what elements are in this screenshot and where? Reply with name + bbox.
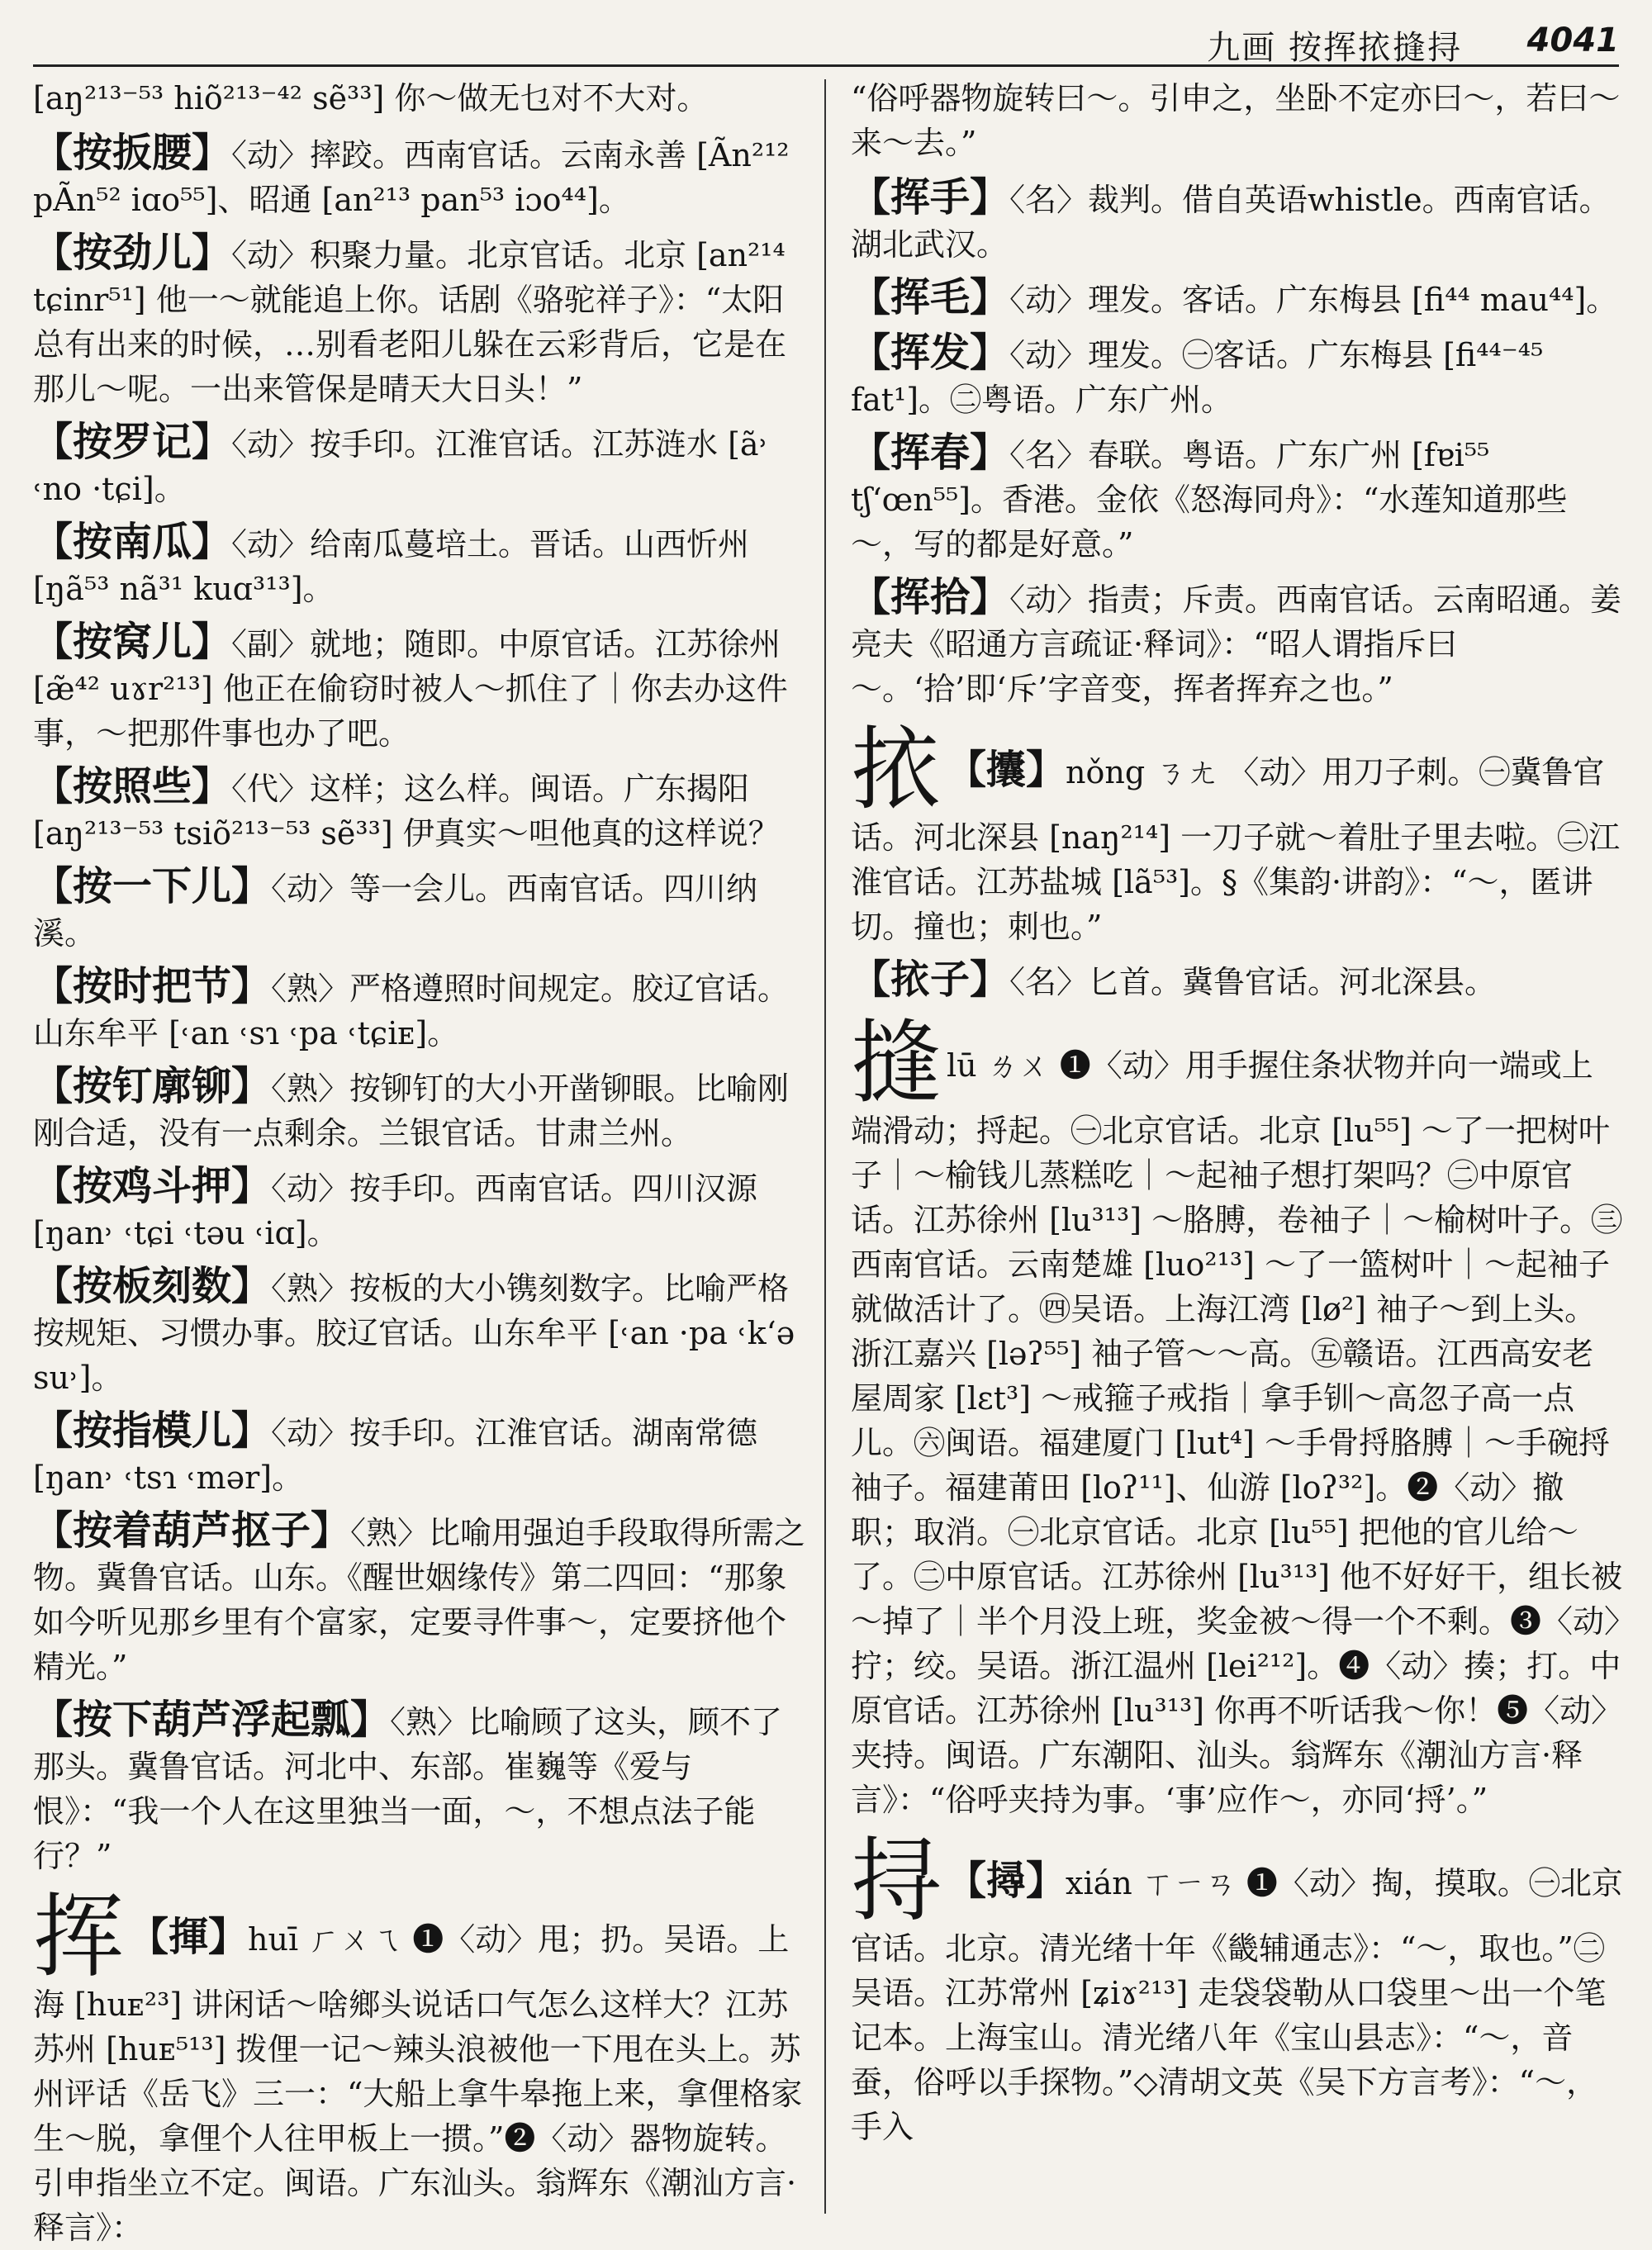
dictionary-entry	[33, 520, 809, 611]
entry-definition: 〈动〉等一会儿。西南官话。四川纳溪。	[33, 871, 758, 952]
entry-headword: 【按时把节】	[33, 963, 272, 1009]
dictionary-entry	[851, 275, 1623, 322]
dictionary-entry	[851, 175, 1623, 267]
dictionary-entry	[851, 957, 1623, 1004]
entry-definition: 〈熟〉按铆钉的大小开凿铆眼。比喻刚刚合适，没有一点剩余。兰银官话。甘肃兰州。	[33, 1070, 790, 1151]
dictionary-entry	[33, 864, 809, 956]
entry-headword: 【按南瓜】	[33, 519, 232, 565]
entry-definition: 〈熟〉比喻顾了这头，顾不了那头。冀鲁官话。河北中、东部。崔巍等《爱与恨》：“我一个人在这里独当一面，～，不想点法子能行？”	[33, 1704, 783, 1874]
dictionary-entry	[33, 1164, 809, 1256]
entry-definition: 〈动〉摔跤。西南官话。云南永善 [Ãn²¹² pÃn⁵² iɑo⁵⁵]、昭通 [an²¹³ pan⁵³ iɔo⁴⁴]。	[33, 137, 790, 218]
entry-definition: 〈动〉按手印。江淮官话。湖南常德 [ŋan˒ ˓tsɿ ˓mər]。	[33, 1415, 758, 1496]
entry-headword: 【按下葫芦浮起瓢】	[33, 1697, 391, 1743]
entry-headword: 【撏】	[947, 1858, 1066, 1904]
entry-headword: 【挥拾】	[851, 574, 1010, 620]
entry-definition: xián ㄒㄧㄢ ❶〈动〉掏，摸取。㊀北京官话。北京。清光绪十年《畿辅通志》：“～，取也。”㊁吴语。江苏常州 [ʑiɤ²¹³] 走袋袋勒从口袋里～出一个笔记本。上海宝山。清光绪八年《宝山县志》：“～，音蚕，俗呼以手探物。”◇清胡文英《吴下方言考》：“～，手入	[851, 1865, 1623, 2145]
entry-headword: 【按罗记】	[33, 419, 232, 465]
dictionary-entry	[33, 619, 809, 756]
entry-headword: 【按一下儿】	[33, 863, 272, 909]
dictionary-entry	[851, 1010, 1623, 1822]
entry-headword: 【按扳腰】	[33, 130, 232, 176]
dictionary-entry	[33, 131, 809, 222]
entry-headword: 【按指模儿】	[33, 1407, 272, 1454]
entry-headword: 【挥手】	[851, 174, 1010, 221]
entry-definition: 〈动〉理发。㊀客话。广东梅县 [fi⁴⁴⁻⁴⁵ fat¹]。㊁粤语。广东广州。	[851, 337, 1544, 418]
dictionary-entry	[851, 430, 1623, 567]
dictionary-entry	[33, 1508, 809, 1689]
right-column	[851, 76, 1623, 2214]
entry-headword: 【攮】	[947, 747, 1066, 793]
entry-definition: 〈名〉匕首。冀鲁官话。河北深县。	[1009, 964, 1497, 1000]
dictionary-entry	[851, 575, 1623, 711]
head-character: 挥	[33, 1884, 124, 1990]
page-header	[33, 18, 1619, 67]
entry-definition: huī ㄏㄨㄟ ❶〈动〉甩；扔。吴语。上海 [huᴇ²³] 讲闲话～啥鄉头说话口气怎么这样大？江苏苏州 [huᴇ⁵¹³] 拨俚一记～辣头浪被他一下甩在头上。苏州评话《岳飞》三一：“大船上拿牛皋拖上来，拿俚格家生～脱，拿俚个人往甲板上一掼。”❷〈动〉器物旋转。引申指坐立不定。闽语。广东汕头。翁辉东《潮汕方言·释言》：	[33, 1921, 803, 2246]
entry-definition: 〈动〉按手印。江淮官话。江苏涟水 [ã˒ ˓no ·tɕi]。	[33, 426, 769, 507]
entry-headword: 【按劲儿】	[33, 230, 232, 276]
entry-list	[33, 131, 809, 2250]
head-character: 挔	[851, 717, 942, 823]
entry-definition: 〈熟〉严格遵照时间规定。胶辽官话。山东牟平 [˓an ˓sɿ ˓pa ˓tɕiᴇ]。	[33, 971, 790, 1051]
dictionary-entry	[851, 1828, 1623, 2149]
head-character: 挦	[851, 1828, 942, 1934]
entry-definition: 〈熟〉按板的大小镌刻数字。比喻严格按规矩、习惯办事。胶辽官话。山东牟平 [˓an ·pa ˓k‘ə su˒]。	[33, 1270, 795, 1396]
page-number: 4041	[1526, 21, 1619, 59]
entry-definition: 〈动〉指责；斥责。西南官话。云南昭通。姜亮夫《昭通方言疏证·释词》：“昭人谓指斥曰～。‘拾’即‘斥’字音变，挥者挥弃之也。”	[851, 581, 1622, 707]
dictionary-entry	[33, 1697, 809, 1878]
entry-headword: 【按钉廓铆】	[33, 1063, 272, 1109]
entry-headword: 【按照些】	[33, 763, 232, 809]
entry-headword: 【按窝儿】	[33, 619, 232, 665]
header-rule	[33, 64, 1619, 67]
entry-headword: 【按板刻数】	[33, 1263, 272, 1309]
entry-definition: nǒng ㄋㄤ 〈动〉用刀子刺。㊀冀鲁官话。河北深县 [naŋ²¹⁴] 一刀子就～着肚子里去啦。㊁江淮官话。江苏盐城 [lã⁵³]。§《集韵·讲韵》：“～，匿讲切。撞也；刺也。”	[851, 754, 1621, 945]
entry-headword: 【揮】	[129, 1914, 249, 1960]
entry-headword: 【按鸡斗押】	[33, 1163, 272, 1209]
entry-definition: lū ㄌㄨ ❶〈动〉用手握住条状物并向一端或上端滑动；捋起。㊀北京官话。北京 [lu⁵⁵] ～了一把树叶子｜～榆钱儿蒸糕吃｜～起袖子想打架吗？㊁中原官话。江苏徐州 [lu³¹³] ～胳膊，卷袖子｜～榆树叶子。㊂西南官话。云南楚雄 [luo²¹³] ～了一篮树叶｜～起袖子就做活计了。㊃吴语。上海江湾 [lø²] 袖子～到上头。浙江嘉兴 [ləʔ⁵⁵] 袖子管～～高。㊄赣语。江西高安老屋周家 [lɛt³] ～戒箍子戒指｜拿手钏～高忽子高一点儿。㊅闽语。福建厦门 [lut⁴] ～手骨捋胳膊｜～手碗捋袖子。福建莆田 [loʔ¹¹]、仙游 [loʔ³²]。❷〈动〉撤职；取消。㊀北京官话。北京 [lu⁵⁵] 把他的官儿给～了。㊁中原官话。江苏徐州 [lu³¹³] 他不好好干，组长被～掉了｜半个月没上班，奖金被～得一个不剩。❸〈动〉拧；绞。吴语。浙江温州 [lei²¹²]。❹〈动〉揍；打。中原官话。江苏徐州 [lu³¹³] 你再不听话我～你！❺〈动〉夹持。闽语。广东潮阳、汕头。翁辉东《潮汕方言·释言》：“俗呼夹持为事。‘事’应作～，亦同‘捋’。”	[851, 1047, 1623, 1818]
entry-definition: 〈动〉给南瓜蔓培土。晋话。山西忻州 [ŋã⁵³ nã³¹ kuɑ³¹³]。	[33, 526, 750, 607]
running-head: 九画 按挥挔摓挦	[1207, 29, 1462, 67]
entry-definition: 〈名〉春联。粤语。广东广州 [fɐi⁵⁵ tʃ‘œn⁵⁵]。香港。金依《怒海同舟》：“水莲知道那些～，写的都是好意。”	[851, 437, 1568, 562]
entry-definition: 〈代〉这样；这么样。闽语。广东揭阳 [aŋ²¹³⁻⁵³ tsiõ²¹³⁻⁵³ sẽ³³] 伊真实～呾他真的这样说？	[33, 771, 780, 852]
continuation-text: “俗呼器物旋转曰～。引申之，坐卧不定亦曰～，若曰～来～去。”	[851, 80, 1621, 161]
entry-list	[851, 175, 1623, 2149]
entry-definition: 〈动〉积聚力量。北京官话。北京 [an²¹⁴ tɕinr⁵¹] 他一～就能追上你。话剧《骆驼祥子》：“太阳总有出来的时候，…别看老阳儿躲在云彩背后，它是在那儿～呢。一出来管保是晴天大日头！”	[33, 237, 787, 407]
entry-headword: 【按着葫芦抠子】	[33, 1507, 351, 1554]
entry-headword: 【挥发】	[851, 330, 1010, 376]
dictionary-entry	[33, 764, 809, 856]
dictionary-entry	[851, 330, 1623, 422]
dictionary-entry	[33, 1064, 809, 1156]
dictionary-entry	[33, 1408, 809, 1500]
head-character: 摓	[851, 1010, 942, 1116]
column-divider	[824, 79, 826, 2214]
entry-headword: 【挥春】	[851, 430, 1010, 476]
dictionary-entry	[33, 230, 809, 411]
entry-definition: 〈副〉就地；随即。中原官话。江苏徐州 [æ̃⁴² uɤr²¹³] 他正在偷窃时被人～抓住了｜你去办这件事，～把那件事也办了吧。	[33, 626, 788, 752]
entry-definition: 〈熟〉比喻用强迫手段取得所需之物。冀鲁官话。山东。《醒世姻缘传》第二四回：“那象如今听见那乡里有个富家，定要寻件事～，定要挤他个精光。”	[33, 1515, 806, 1685]
dictionary-entry	[33, 1264, 809, 1400]
entry-definition: 〈动〉理发。客话。广东梅县 [fi⁴⁴ mau⁴⁴]。	[1009, 282, 1618, 318]
dictionary-entry	[33, 964, 809, 1056]
entry-definition: 〈名〉裁判。借自英语whistle。西南官话。湖北武汉。	[851, 182, 1611, 263]
continuation-text: [aŋ²¹³⁻⁵³ hiõ²¹³⁻⁴² sẽ³³] 你～做无乜对不大对。	[33, 80, 709, 116]
entry-definition: 〈动〉按手印。西南官话。四川汉源 [ŋan˒ ˓tɕi ˓təu ˓iɑ]。	[33, 1170, 758, 1251]
entry-headword: 【挥毛】	[851, 274, 1010, 320]
entry-headword: 【挔子】	[851, 956, 1010, 1003]
left-column	[33, 76, 809, 2246]
dictionary-entry	[33, 420, 809, 511]
dictionary-entry	[33, 1884, 809, 2250]
dictionary-entry	[851, 717, 1623, 949]
